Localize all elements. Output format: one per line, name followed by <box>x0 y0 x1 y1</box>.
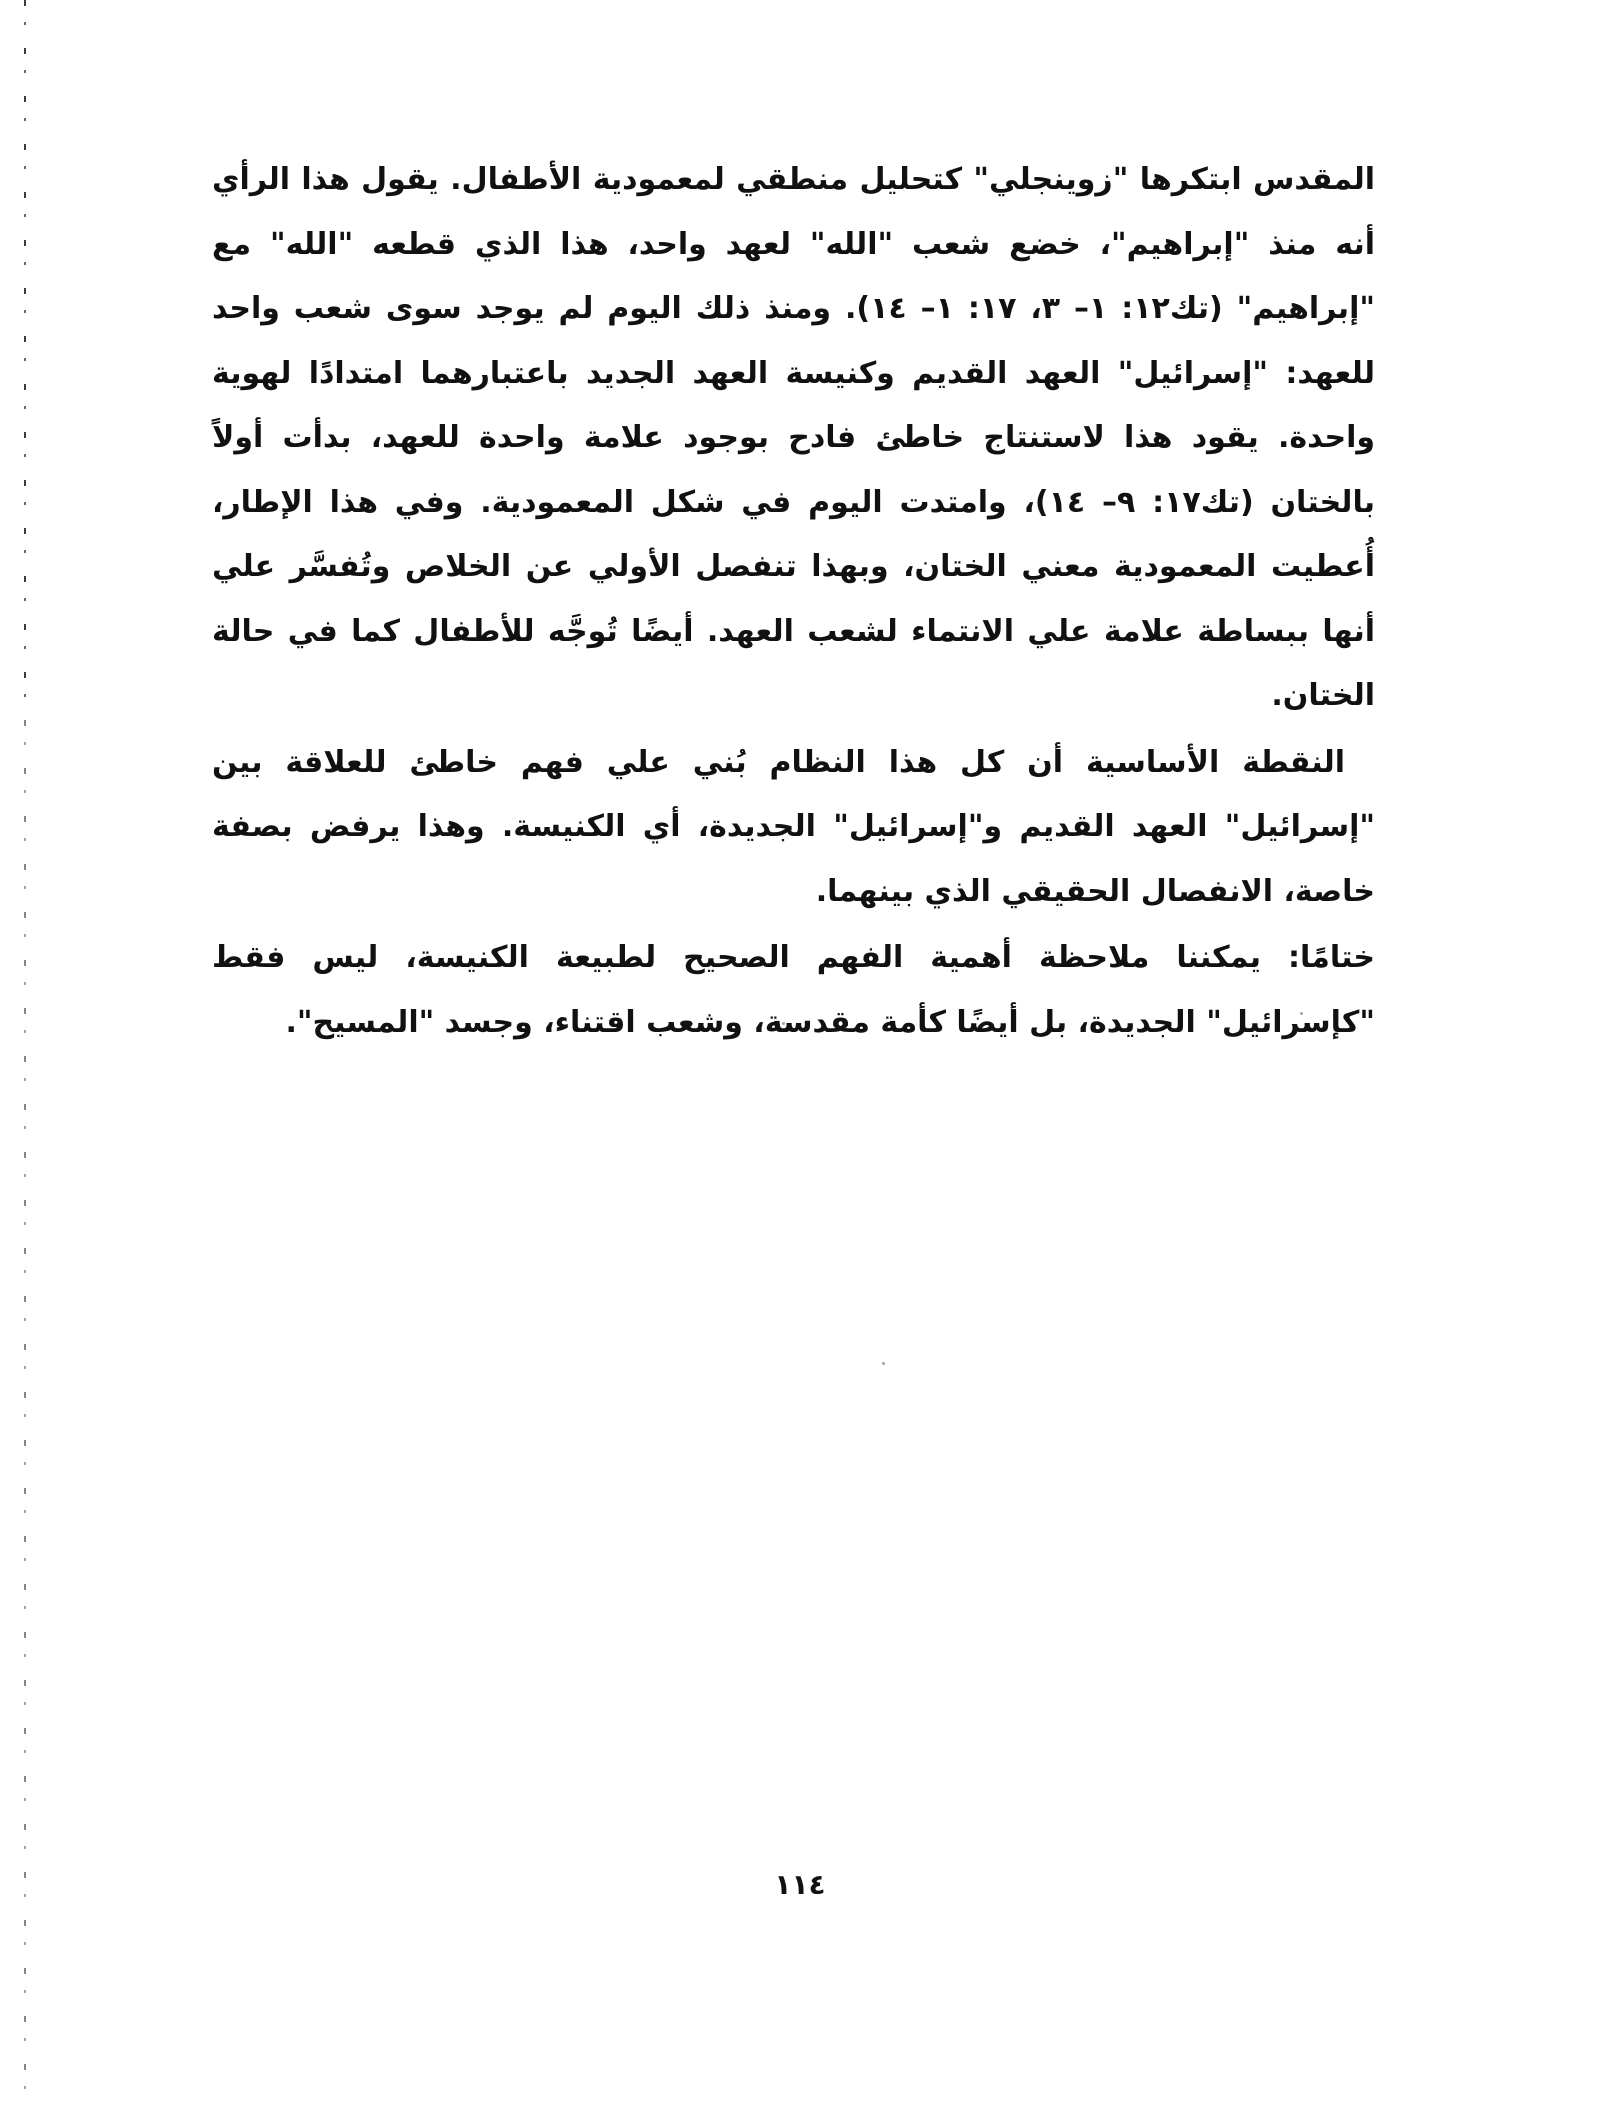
conclusion-heading: ختامًا: <box>1288 940 1375 975</box>
paragraph-text: المقدس ابتكرها "زوينجلي" كتحليل منطقي لمعمودية الأطفال. يقول هذا الرأي أنه منذ "إبراهيم"، خضع شعب "الله" لعهد واحد، هذا الذي قطعه "الله" مع "إبراهيم" (تك١٢: ١– ٣، ١٧: ١– ١٤). ومنذ ذلك اليوم لم يوجد سوى شعب واحد للعهد: "إسرائيل" العهد القديم وكنيسة العهد الجديد باعتبارهما امتدادًا لهوية واحدة. يقود هذا لاستنتاج خاطئ فادح بوجود علامة واحدة للعهد، بدأت أولاً بالختان (تك١٧: ٩– ١٤)، وامتدت اليوم في شكل المعمودية. وفي هذا الإطار، أُعطيت المعمودية معني الختان، وبهذا تنفصل الأولي عن الخلاص وتُفسَّر علي أنها ببساطة علامة علي الانتماء لشعب العهد. أيضًا تُوجَّه للأطفال كما في حالة الختان. <box>212 162 1375 713</box>
scan-speck <box>882 1362 885 1365</box>
paragraph-text: النقطة الأساسية أن كل هذا النظام بُني علي فهم خاطئ للعلاقة بين "إسرائيل" العهد القديم و"إسرائيل" الجديدة، أي الكنيسة. وهذا يرفض بصفة خاصة، الانفصال الحقيقي الذي بينهما. <box>212 744 1375 909</box>
paragraph-conclusion <box>212 926 1375 1055</box>
paragraph-1 <box>212 148 1375 729</box>
scan-binding-marks <box>24 0 26 2111</box>
paragraph-text: يمكننا ملاحظة أهمية الفهم الصحيح لطبيعة الكنيسة، ليس فقط "كإسرائيل" الجديدة، بل أيضًا كأمة مقدسة، وشعب اقتناء، وجسد "المسيح". <box>212 940 1375 1040</box>
document-page <box>212 148 1375 1055</box>
paragraph-2 <box>212 731 1375 925</box>
page-number: ١١٤ <box>774 1868 826 1901</box>
